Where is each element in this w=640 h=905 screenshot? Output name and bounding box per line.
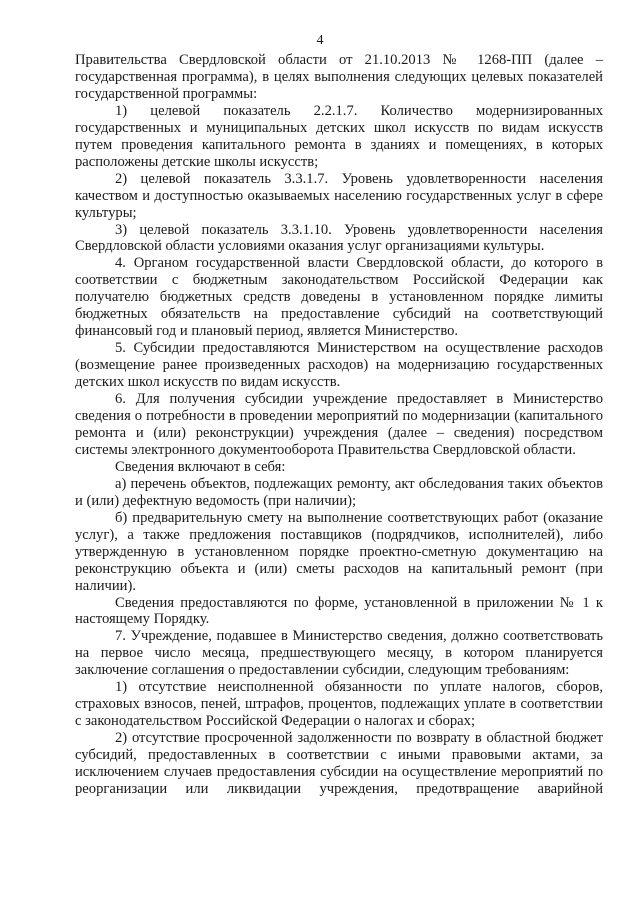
paragraph-subitem-a: а) перечень объектов, подлежащих ремонту, акт обследования таких объектов и (или) дефектную ведомость (при наличии); — [75, 475, 603, 509]
paragraph-item-7: 7. Учреждение, подавшее в Министерство сведения, должно соответствовать на первое число месяца, предшествующего месяцу, в котором планируется заключение соглашения о предоставлении субсидии, следующим требованиям: — [75, 628, 603, 679]
paragraph-subitem-b: б) предварительную смету на выполнение соответствующих работ (оказание услуг), а также предложения поставщиков (подрядчиков, исполнителей), либо утвержденную в установленном порядке проектно-сметную документацию на реконструкцию объекта и (или) сметы расходов на капитальный ремонт (при наличии). — [75, 509, 603, 594]
paragraph-requirement-1: 1) отсутствие неисполненной обязанности по уплате налогов, сборов, страховых взносов, пеней, штрафов, процентов, подлежащих уплате в соответствии с законодательством Российской Федерации о налогах и сборах; — [75, 679, 603, 730]
paragraph-info-includes: Сведения включают в себя: — [115, 458, 286, 475]
paragraph-program-reference: Правительства Свердловской области от 21.10.2013 № 1268-ПП (далее – государственная программа), в целях выполнения следующих целевых показателей государственной программы: — [75, 52, 603, 102]
document-body — [75, 52, 603, 798]
paragraph-item-6: 6. Для получения субсидии учреждение предоставляет в Министерство сведения о потребности в проведении мероприятий по модернизации (капитального ремонта и (или) реконструкции) учреждения (далее – сведения) посредством системы электронного документооборота Правительства Свердловской области. — [75, 391, 603, 458]
paragraph-item-4: 4. Органом государственной власти Свердловской области, до которого в соответствии с бюджетным законодательством Российской Федерации как получателю бюджетных средств доведены в установленном порядке лимиты бюджетных обязательств на предоставление субсидий на соответствующий финансовый год и плановый период, является Министерство. — [75, 255, 603, 340]
paragraph-indicator-2-2-1-7: 1) целевой показатель 2.2.1.7. Количество модернизированных государственных и муниципальных детских школ искусств по видам искусств путем проведения капитального ремонта в зданиях и помещениях, в которых расположены детские школы искусств; — [75, 102, 603, 170]
paragraph-requirement-2: 2) отсутствие просроченной задолженности по возврату в областной бюджет субсидий, предоставленных в соответствии с иными правовыми актами, за исключением случаев предоставления субсидии на осуществление мероприятий по реорганизации или ликвидации учреждения, предотвращение аварийной — [75, 730, 603, 797]
paragraph-indicator-3-3-1-7: 2) целевой показатель 3.3.1.7. Уровень удовлетворенности населения качеством и доступностью оказываемых населению государственных услуг в сфере культуры; — [75, 170, 603, 221]
paragraph-item-5: 5. Субсидии предоставляются Министерством на осуществление расходов (возмещение ранее произведенных расходов) на модернизацию государственных детских школ искусств по видам искусств. — [75, 340, 603, 391]
page-number: 4 — [316, 33, 324, 48]
paragraph-form-reference: Сведения предоставляются по форме, установленной в приложении № 1 к настоящему Порядку. — [75, 594, 603, 628]
paragraph-indicator-3-3-1-10: 3) целевой показатель 3.3.1.10. Уровень удовлетворенности населения Свердловской области условиями оказания услуг организациями культуры. — [75, 221, 603, 255]
